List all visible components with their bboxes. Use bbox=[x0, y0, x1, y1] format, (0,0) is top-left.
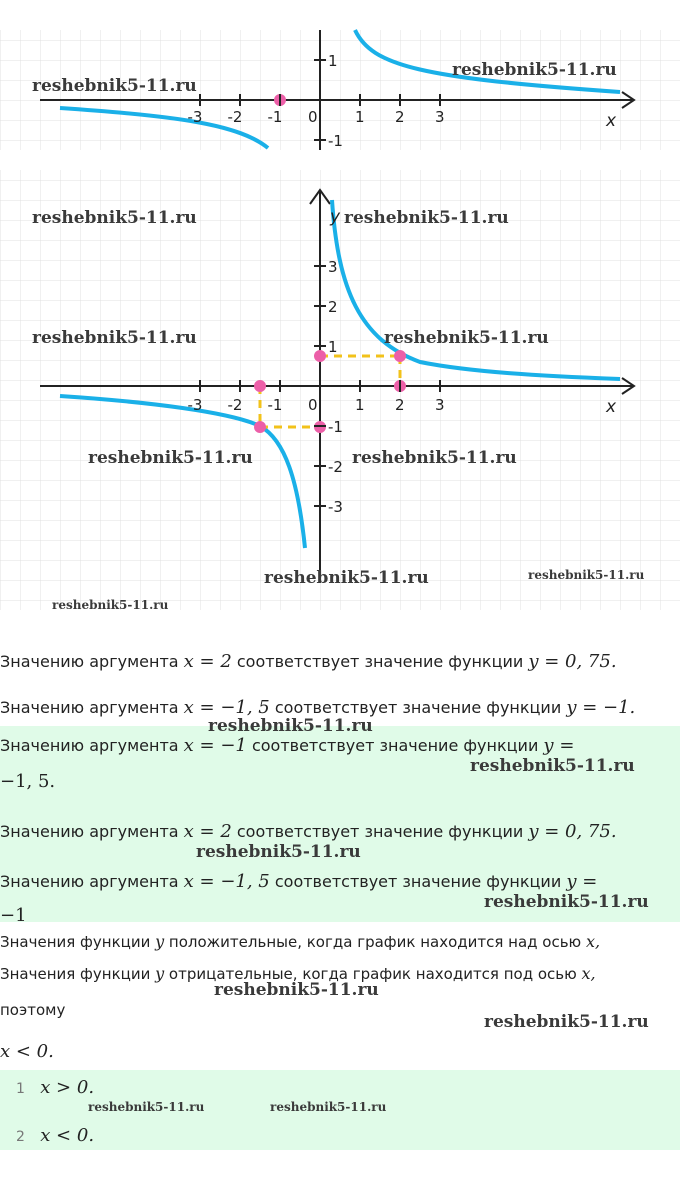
paragraph-2: Значению аргумента x = −1, 5 соответствует значение функции y = −1. bbox=[0, 697, 636, 718]
watermark: reshebnik5-11.ru bbox=[352, 448, 517, 468]
y-tick-label: -1 bbox=[328, 418, 343, 436]
x-tick-label: 0 bbox=[308, 108, 318, 126]
point-b bbox=[394, 350, 406, 362]
paragraph-3-cont: −1, 5. bbox=[0, 771, 56, 792]
y-tick-label: -1 bbox=[328, 132, 343, 150]
paragraph-5-cont: −1 bbox=[0, 906, 27, 922]
watermark: reshebnik5-11.ru bbox=[344, 208, 509, 228]
y-tick-label: -3 bbox=[328, 498, 343, 516]
watermark: reshebnik5-11.ru bbox=[88, 448, 253, 468]
x-tick-label: -2 bbox=[227, 396, 243, 414]
watermark: reshebnik5-11.ru bbox=[484, 1012, 649, 1032]
watermark: reshebnik5-11.ru bbox=[32, 76, 197, 96]
y-axis-label: y bbox=[330, 207, 341, 227]
point-d bbox=[254, 380, 266, 392]
watermark: reshebnik5-11.ru bbox=[470, 756, 635, 776]
x-tick-label: 1 bbox=[355, 108, 365, 126]
watermark: reshebnik5-11.ru bbox=[214, 980, 379, 1000]
y-tick-label: 3 bbox=[328, 258, 338, 276]
x-tick-label: -3 bbox=[187, 396, 203, 414]
paragraph-8: поэтому bbox=[0, 1001, 66, 1019]
watermark: reshebnik5-11.ru bbox=[452, 60, 617, 80]
paragraph-3: Значению аргумента x = −1 соответствует значение функции y = bbox=[0, 735, 575, 756]
x-tick-label: 1 bbox=[355, 396, 365, 414]
x-axis-label: x bbox=[606, 111, 617, 131]
y-tick-label: -2 bbox=[328, 458, 343, 476]
watermark: reshebnik5-11.ru bbox=[208, 716, 373, 736]
x-tick-label: 0 bbox=[308, 396, 318, 414]
watermark: reshebnik5-11.ru bbox=[32, 208, 197, 228]
paragraph-1: Значению аргумента x = 2 соответствует значение функции y = 0, 75. bbox=[0, 651, 617, 672]
y-tick-label: 1 bbox=[328, 52, 338, 70]
x-tick-label: -2 bbox=[227, 108, 243, 126]
watermark: reshebnik5-11.ru bbox=[88, 1100, 205, 1114]
watermark: reshebnik5-11.ru bbox=[264, 568, 429, 588]
point-a bbox=[314, 350, 326, 362]
y-tick-label: 1 bbox=[328, 338, 338, 356]
paragraph-9: x < 0. bbox=[0, 1041, 54, 1062]
watermark: reshebnik5-11.ru bbox=[52, 598, 169, 612]
x-tick-label: -1 bbox=[267, 108, 283, 126]
x-tick-label: 3 bbox=[435, 396, 445, 414]
point-e bbox=[254, 421, 266, 433]
grid-bottom bbox=[0, 170, 680, 610]
paragraph-6: Значения функции y положительные, когда график находится над осью x, bbox=[0, 932, 601, 951]
x-tick-label: -1 bbox=[267, 396, 283, 414]
x-tick-label: 3 bbox=[435, 108, 445, 126]
answer-item: 1 x > 0. bbox=[16, 1077, 95, 1098]
x-tick-label: 2 bbox=[395, 396, 405, 414]
watermark: reshebnik5-11.ru bbox=[196, 842, 361, 862]
x-tick-label: -3 bbox=[187, 108, 203, 126]
paragraph-7: Значения функции y отрицательные, когда график находится под осью x, bbox=[0, 964, 596, 983]
x-axis-label: x bbox=[606, 397, 617, 417]
paragraph-4: Значению аргумента x = 2 соответствует значение функции y = 0, 75. bbox=[0, 821, 617, 842]
watermark: reshebnik5-11.ru bbox=[528, 568, 645, 582]
x-tick-label: 2 bbox=[395, 108, 405, 126]
watermark: reshebnik5-11.ru bbox=[484, 892, 649, 912]
y-tick-label: 2 bbox=[328, 298, 338, 316]
watermark: reshebnik5-11.ru bbox=[384, 328, 549, 348]
watermark: reshebnik5-11.ru bbox=[32, 328, 197, 348]
answer-item: 2 x < 0. bbox=[16, 1125, 95, 1146]
paragraph-5: Значению аргумента x = −1, 5 соответствует значение функции y = bbox=[0, 871, 598, 892]
watermark: reshebnik5-11.ru bbox=[270, 1100, 387, 1114]
